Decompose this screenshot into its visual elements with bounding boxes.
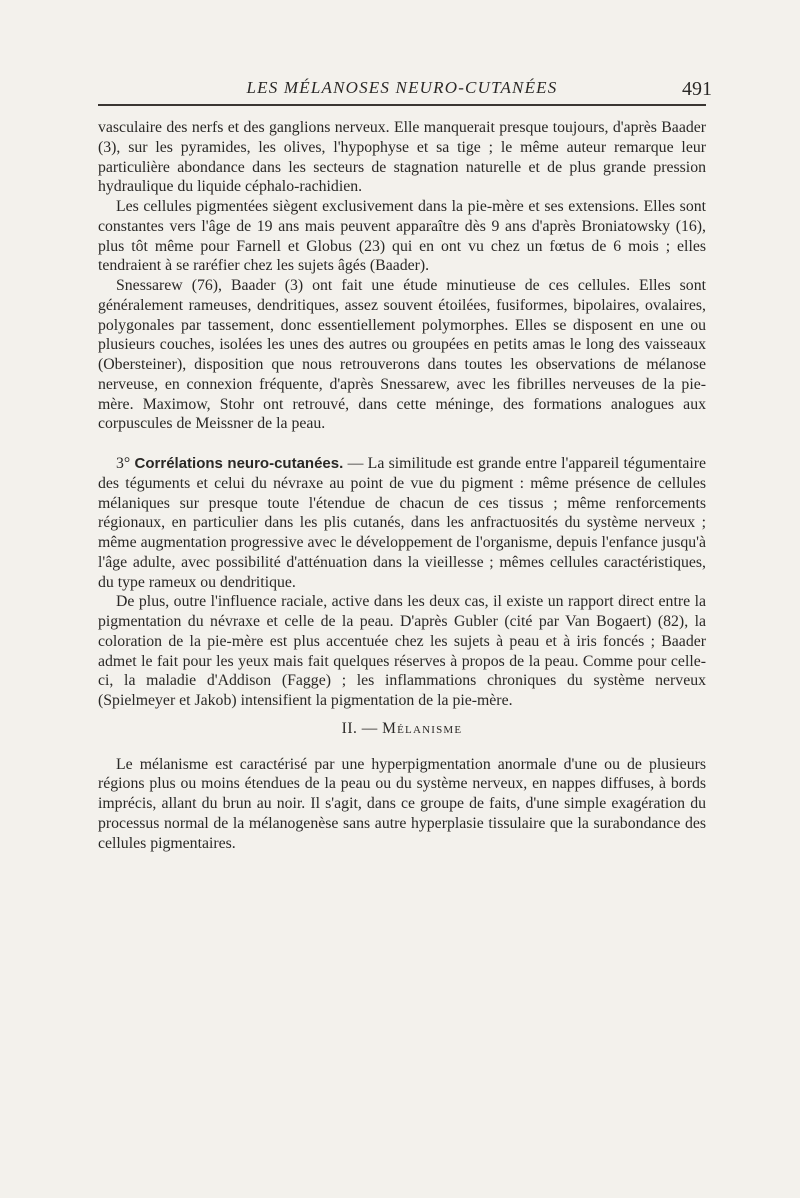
page-number: 491	[682, 78, 712, 100]
paragraph: Les cellules pigmentées siègent exclusivement dans la pie-mère et ses extensions. Elles sont constantes vers l'âge de 19 ans mais peuvent apparaître dès 9 ans d'après Broniatowsky (16), plus tôt même pour Farnell et Globus (23) qui en ont vu chez un fœtus de 6 mois ; elles tendraient à se raréfier chez les sujets âgés (Baader).	[98, 198, 706, 275]
paragraph: Snessarew (76), Baader (3) ont fait une étude minutieuse de ces cellules. Elles sont généralement rameuses, dendritiques, assez souvent étoilées, fusiformes, bipolaires, ovalaires, polygonales par tassement, donc essentiellement polymorphes. Elles se disposent en une ou plusieurs couches, isolées les unes des autres ou groupées en petits amas le long des vaisseaux (Obersteiner), disposition que nous retrouverons dans toutes les observations de mélanose nerveuse, en connexion fréquente, d'après Snessarew, avec les fibrilles nerveuses de la pie-mère. Maximow, Stohr ont retrouvé, dans cette méninge, des formations analogues aux corpuscules de Meissner de la peau.	[98, 277, 706, 433]
section-3-paragraph	[98, 454, 706, 592]
header-rule	[98, 104, 706, 106]
section-title: Mélanisme	[382, 719, 463, 737]
section-heading	[98, 719, 706, 739]
section-numeral: II.	[341, 719, 358, 737]
running-title: LES MÉLANOSES NEURO-CUTANÉES	[246, 78, 558, 97]
paragraph: vasculaire des nerfs et des ganglions nerveux. Elle manquerait presque toujours, d'après Baader (3), sur les pyramides, les olives, l'hypophyse et sa tige ; le même auteur remarque leur particulière abondance dans les secteurs de stagnation naturelle et de plus grande pression hydraulique du liquide céphalo-rachidien.	[98, 119, 706, 196]
section-dash: —	[361, 719, 378, 737]
paragraph: Le mélanisme est caractérisé par une hyperpigmentation anormale d'une ou de plusieurs régions plus ou moins étendues de la peau ou du système nerveux, en nappes diffuses, à bords imprécis, allant du brun au noir. Il s'agit, dans ce groupe de faits, d'une simple exagération du processus normal de la mélanogenèse sans autre hyperplasie tissulaire que la surabondance des cellules pigmentaires.	[98, 755, 706, 852]
section-number: 3°	[116, 455, 131, 472]
paragraph: De plus, outre l'influence raciale, active dans les deux cas, il existe un rapport direct entre la pigmentation du névraxe et celle de la peau. D'après Gubler (cité par Van Bogaert) (82), la coloration de la pie-mère est plus accentuée chez les sujets à peau et à iris foncés ; Baader admet le fait pour les yeux mais fait quelques réserves à propos de la peau. Comme pour celle-ci, la maladie d'Addison (Fagge) ; les inflammations chroniques du système nerveux (Spielmeyer et Jakob) intensifient la pigmentation de la pie-mère.	[98, 593, 706, 709]
section-subheading: Corrélations neuro-cutanées.	[134, 455, 344, 472]
body-text	[98, 118, 706, 853]
page-header	[98, 74, 712, 102]
section-text: — La similitude est grande entre l'appareil tégumentaire des téguments et celui du névraxe au point de vue du pigment : même présence de cellules mélaniques sur presque toute l'étendue de chacun de ces tissus ; même renforcements régionaux, en particulier dans les plis cutanés, dans les anfractuosités du système nerveux ; même augmentation progressive avec le développement de l'organisme, depuis l'enfance jusqu'à l'âge adulte, avec possibilité d'atténuation dans la vieillesse ; mêmes cellules caractéristiques, du type rameux ou dendritique.	[98, 455, 707, 591]
